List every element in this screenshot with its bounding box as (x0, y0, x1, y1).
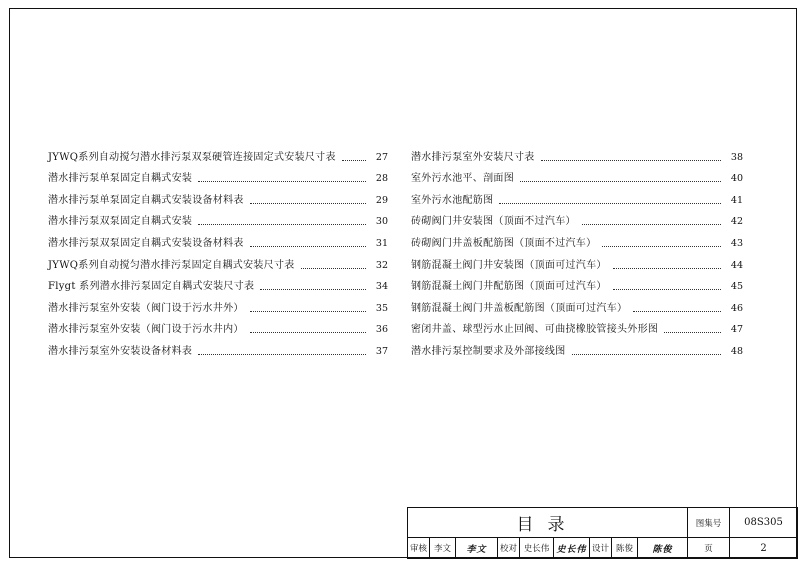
toc-entry-page: 31 (375, 237, 388, 249)
toc-entry-title: 潜水排污泵单泵固定自耦式安装 (48, 173, 193, 185)
toc-entry[interactable] (48, 228, 388, 250)
toc-entry[interactable] (48, 272, 388, 294)
toc-entry[interactable] (411, 142, 743, 164)
toc-entry-page: 32 (375, 259, 388, 271)
toc-entry-page: 44 (730, 259, 743, 271)
toc-leader-dots (250, 332, 366, 333)
toc-entry-page: 27 (375, 151, 388, 163)
toc-entry[interactable] (48, 142, 388, 164)
toc-leader-dots (633, 311, 721, 312)
toc-entry-page: 29 (375, 194, 388, 206)
toc-entry-page: 48 (730, 345, 743, 357)
toc-leader-dots (613, 268, 721, 269)
review-signature: 李文 (456, 538, 498, 559)
check-label: 校对 (498, 538, 520, 559)
toc-entry[interactable] (411, 336, 743, 358)
toc-entry-title: 潜水排污泵双泵固定自耦式安装设备材料表 (48, 237, 244, 249)
toc-entry-page: 47 (730, 324, 743, 336)
toc-entry-title: 密闭井盖、球型污水止回阀、可曲挠橡胶管接头外形图 (411, 324, 659, 336)
atlas-number-label: 图集号 (688, 508, 730, 538)
toc-entry-page: 30 (375, 216, 388, 228)
toc-leader-dots (342, 160, 366, 161)
toc-entry-title: 砖砌阀门井安装图（顶面不过汽车） (411, 216, 576, 228)
design-name: 陈俊 (612, 538, 638, 559)
toc-entry-title: 潜水排污泵室外安装（阀门设于污水井内） (48, 324, 244, 336)
toc-entry-title: 钢筋混凝土阀门井盖板配筋图（顶面可过汽车） (411, 302, 628, 314)
toc-entry-title: 潜水排污泵室外安装尺寸表 (411, 151, 535, 163)
toc-entry-title: 室外污水池平、剖面图 (411, 173, 514, 185)
toc-entry[interactable] (411, 228, 743, 250)
toc-entry-page: 46 (730, 302, 743, 314)
toc-entry-page: 40 (730, 173, 743, 185)
toc-left-column (48, 142, 388, 358)
toc-entry-page: 38 (730, 151, 743, 163)
page-title: 目录 (408, 508, 688, 538)
toc-entry-title: 潜水排污泵双泵固定自耦式安装 (48, 216, 193, 228)
toc-leader-dots (499, 203, 721, 204)
design-label: 设计 (590, 538, 612, 559)
toc-entry-title: Flygt 系列潜水排污泵固定自耦式安装尺寸表 (48, 281, 255, 293)
toc-entry[interactable] (48, 293, 388, 315)
toc-leader-dots (250, 246, 366, 247)
toc-entry-title: JYWQ系列自动搅匀潜水排污泵固定自耦式安装尺寸表 (48, 259, 295, 271)
toc-entry[interactable] (48, 250, 388, 272)
toc-entry-title: JYWQ系列自动搅匀潜水排污泵双泵硬管连接固定式安装尺寸表 (48, 151, 336, 163)
toc-entry-page: 35 (375, 302, 388, 314)
check-signature: 史长伟 (554, 538, 590, 559)
toc-right-column (411, 142, 743, 358)
toc-entry[interactable] (411, 272, 743, 294)
toc-leader-dots (250, 203, 366, 204)
toc-entry[interactable] (48, 315, 388, 337)
toc-entry-page: 45 (730, 281, 743, 293)
toc-entry[interactable] (48, 164, 388, 186)
toc-leader-dots (582, 224, 721, 225)
toc-leader-dots (602, 246, 721, 247)
toc-leader-dots (250, 311, 366, 312)
toc-leader-dots (260, 289, 366, 290)
toc-leader-dots (198, 181, 366, 182)
toc-entry-page: 43 (730, 237, 743, 249)
toc-entry-page: 36 (375, 324, 388, 336)
toc-entry[interactable] (411, 185, 743, 207)
toc-leader-dots (541, 160, 721, 161)
toc-entry[interactable] (411, 293, 743, 315)
toc-leader-dots (572, 354, 722, 355)
toc-entry[interactable] (411, 207, 743, 229)
toc-leader-dots (301, 268, 366, 269)
toc-leader-dots (198, 224, 366, 225)
check-name: 史长伟 (520, 538, 554, 559)
toc-entry[interactable] (48, 185, 388, 207)
toc-entry[interactable] (48, 207, 388, 229)
toc-entry[interactable] (411, 250, 743, 272)
review-name: 李文 (430, 538, 456, 559)
toc-leader-dots (520, 181, 721, 182)
design-signature: 陈俊 (638, 538, 688, 559)
title-block (407, 507, 797, 558)
toc-leader-dots (664, 332, 721, 333)
toc-entry-page: 28 (375, 173, 388, 185)
toc-entry-title: 钢筋混凝土阀门井配筋图（顶面可过汽车） (411, 281, 607, 293)
toc-leader-dots (613, 289, 721, 290)
toc-entry[interactable] (411, 315, 743, 337)
toc-leader-dots (198, 354, 366, 355)
toc-entry-page: 41 (730, 194, 743, 206)
toc-entry-title: 钢筋混凝土阀门井安装图（顶面可过汽车） (411, 259, 607, 271)
toc-entry-title: 潜水排污泵室外安装设备材料表 (48, 345, 193, 357)
page-number-label: 页 (688, 538, 730, 559)
toc-entry-page: 34 (375, 281, 388, 293)
page-number: 2 (730, 538, 798, 559)
toc-entry-title: 砖砌阀门井盖板配筋图（顶面不过汽车） (411, 237, 597, 249)
toc-entry[interactable] (48, 336, 388, 358)
toc-entry-title: 潜水排污泵室外安装（阀门设于污水井外） (48, 302, 244, 314)
review-label: 审核 (408, 538, 430, 559)
toc-entry-title: 潜水排污泵单泵固定自耦式安装设备材料表 (48, 194, 244, 206)
toc-entry-title: 潜水排污泵控制要求及外部接线图 (411, 345, 566, 357)
toc-entry-page: 42 (730, 216, 743, 228)
toc-entry-title: 室外污水池配筋图 (411, 194, 494, 206)
atlas-number: 08S305 (730, 508, 798, 538)
toc-entry-page: 37 (375, 345, 388, 357)
toc-entry[interactable] (411, 164, 743, 186)
